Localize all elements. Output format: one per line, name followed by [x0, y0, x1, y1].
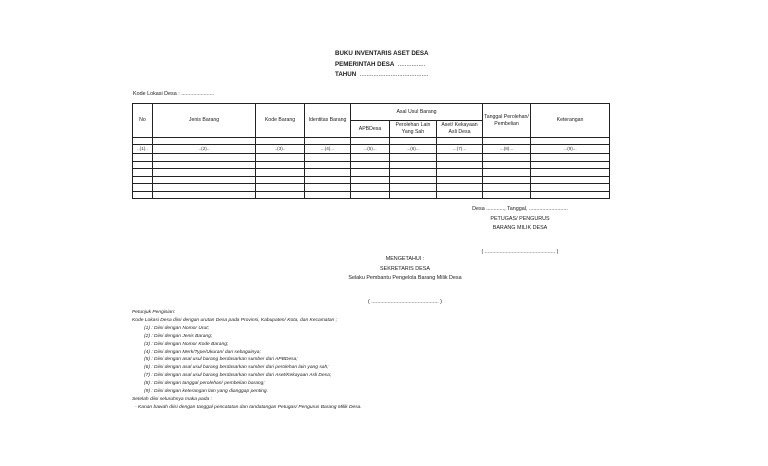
column-number: ...(4)...: [305, 145, 351, 154]
instructions-after: Setelah diisi seluruhnya maka pada :: [132, 396, 212, 402]
instruction-item: (5) : Diisi dengan asal usul barang berdasarkan sumber dari APBDesa;: [144, 357, 298, 363]
column-number-row: [133, 145, 610, 154]
column-number: ...(9)...: [531, 145, 610, 154]
column-number: ..(2)..: [153, 145, 256, 154]
column-number: ...(7)...: [437, 145, 483, 154]
header-perolehan-lain: Perolehan Lain Yang Sah: [390, 121, 437, 138]
table-row: [133, 154, 610, 162]
document-title: [335, 49, 429, 81]
title-line-2: [335, 60, 429, 71]
signature-sekretaris: [330, 255, 480, 307]
instruction-item: (3) : Diisi dengan Nomor Kode Barang;: [144, 341, 229, 347]
petugas-role-1: PETUGAS/ PENGURUS: [490, 215, 550, 222]
instructions-intro: Kode Lokasi Desa diisi dengan urutan Desa pada Provinsi, Kabupaten/ Kota, dan Kecamatan ;: [132, 317, 337, 323]
column-number: ..(3)..: [256, 145, 305, 154]
place-date-line: Desa ............, Tanggal, ..........................: [472, 206, 568, 212]
instructions-closing: - Kanan bawah diisi dengan tanggal pencatatan dan tandatangan Petugas/ Pengurus Barang Milik Desa.: [135, 404, 362, 410]
signature-petugas: [455, 205, 585, 257]
pembantu-pengelola-role: Selaku Pembantu Pengelola Barang Milik Desa: [348, 275, 462, 281]
pemerintah-desa-dots: ................: [397, 60, 426, 68]
instruction-item: (1) : Diisi dengan Nomor Urut;: [144, 325, 209, 331]
column-number: ...(5)...: [351, 145, 390, 154]
petugas-role-2: BARANG MILIK DESA: [492, 225, 548, 231]
title-line-1: BUKU INVENTARIS ASET DESA: [335, 50, 429, 57]
inventory-table: [132, 103, 610, 199]
header-asal-usul: Asal Usul Barang: [351, 104, 483, 121]
header-tanggal: Tanggal Perolehan/ Pembelian: [483, 104, 531, 138]
petugas-name-line: ( ............................................... ): [481, 248, 559, 255]
header-keterangan: Keterangan: [531, 104, 610, 138]
instruction-item: (9) : Diisi dengan keterangan lain yang dianggap penting.: [144, 389, 268, 395]
tahun-label: TAHUN: [335, 71, 357, 78]
instruction-item: (6) : Diisi dengan asal usul barang berdasarkan sumber dari perolehan lain yang sah;: [144, 365, 329, 371]
instructions: [132, 309, 362, 412]
header-aset-kekayaan: Aset/ Kekayaan Asli Desa: [437, 121, 483, 138]
header-identitas-barang: Identitas Barang: [305, 104, 351, 138]
table-row: [133, 176, 610, 184]
header-apbdesa: APBDesa: [351, 121, 390, 138]
sekretaris-role: SEKRETARIS DESA: [380, 265, 430, 272]
table-row: [133, 184, 610, 192]
header-kode-barang: Kode Barang: [256, 104, 305, 138]
instruction-item: (2) : Diisi dengan Jenis Barang;: [144, 333, 213, 339]
mengetahui-label: MENGETAHUI :: [385, 256, 425, 262]
sekretaris-name-line: ( ............................................. ): [368, 298, 442, 305]
instruction-item: (7) : Diisi dengan asal usul barang berdasarkan sumber dari Aset/Kekayaan Asli Desa;: [144, 373, 332, 379]
pemerintah-desa-label: PEMERINTAH DESA: [335, 60, 395, 68]
table-row: [133, 191, 610, 199]
instructions-heading: Petunjuk Pengisian:: [132, 310, 176, 315]
tahun-dots: ........................................: [359, 71, 429, 78]
header-no: No: [133, 104, 153, 138]
column-number: ...(6)...: [390, 145, 437, 154]
column-number: ..(1)..: [133, 145, 153, 154]
instruction-item: (8) : Diisi dengan tanggal perolehan/ pembelian barang;: [144, 381, 265, 387]
title-line-3: [335, 70, 429, 81]
kode-lokasi-desa: Kode Lokasi Desa : ......................: [133, 91, 215, 97]
header-jenis-barang: Jenis Barang: [153, 104, 256, 138]
table-row: [133, 161, 610, 169]
instruction-item: (4) : Diisi dengan Merk/Type/Ukuran/ dan sebagainya;: [144, 349, 261, 355]
table-row: [133, 169, 610, 177]
column-number: ...(8)...: [483, 145, 531, 154]
